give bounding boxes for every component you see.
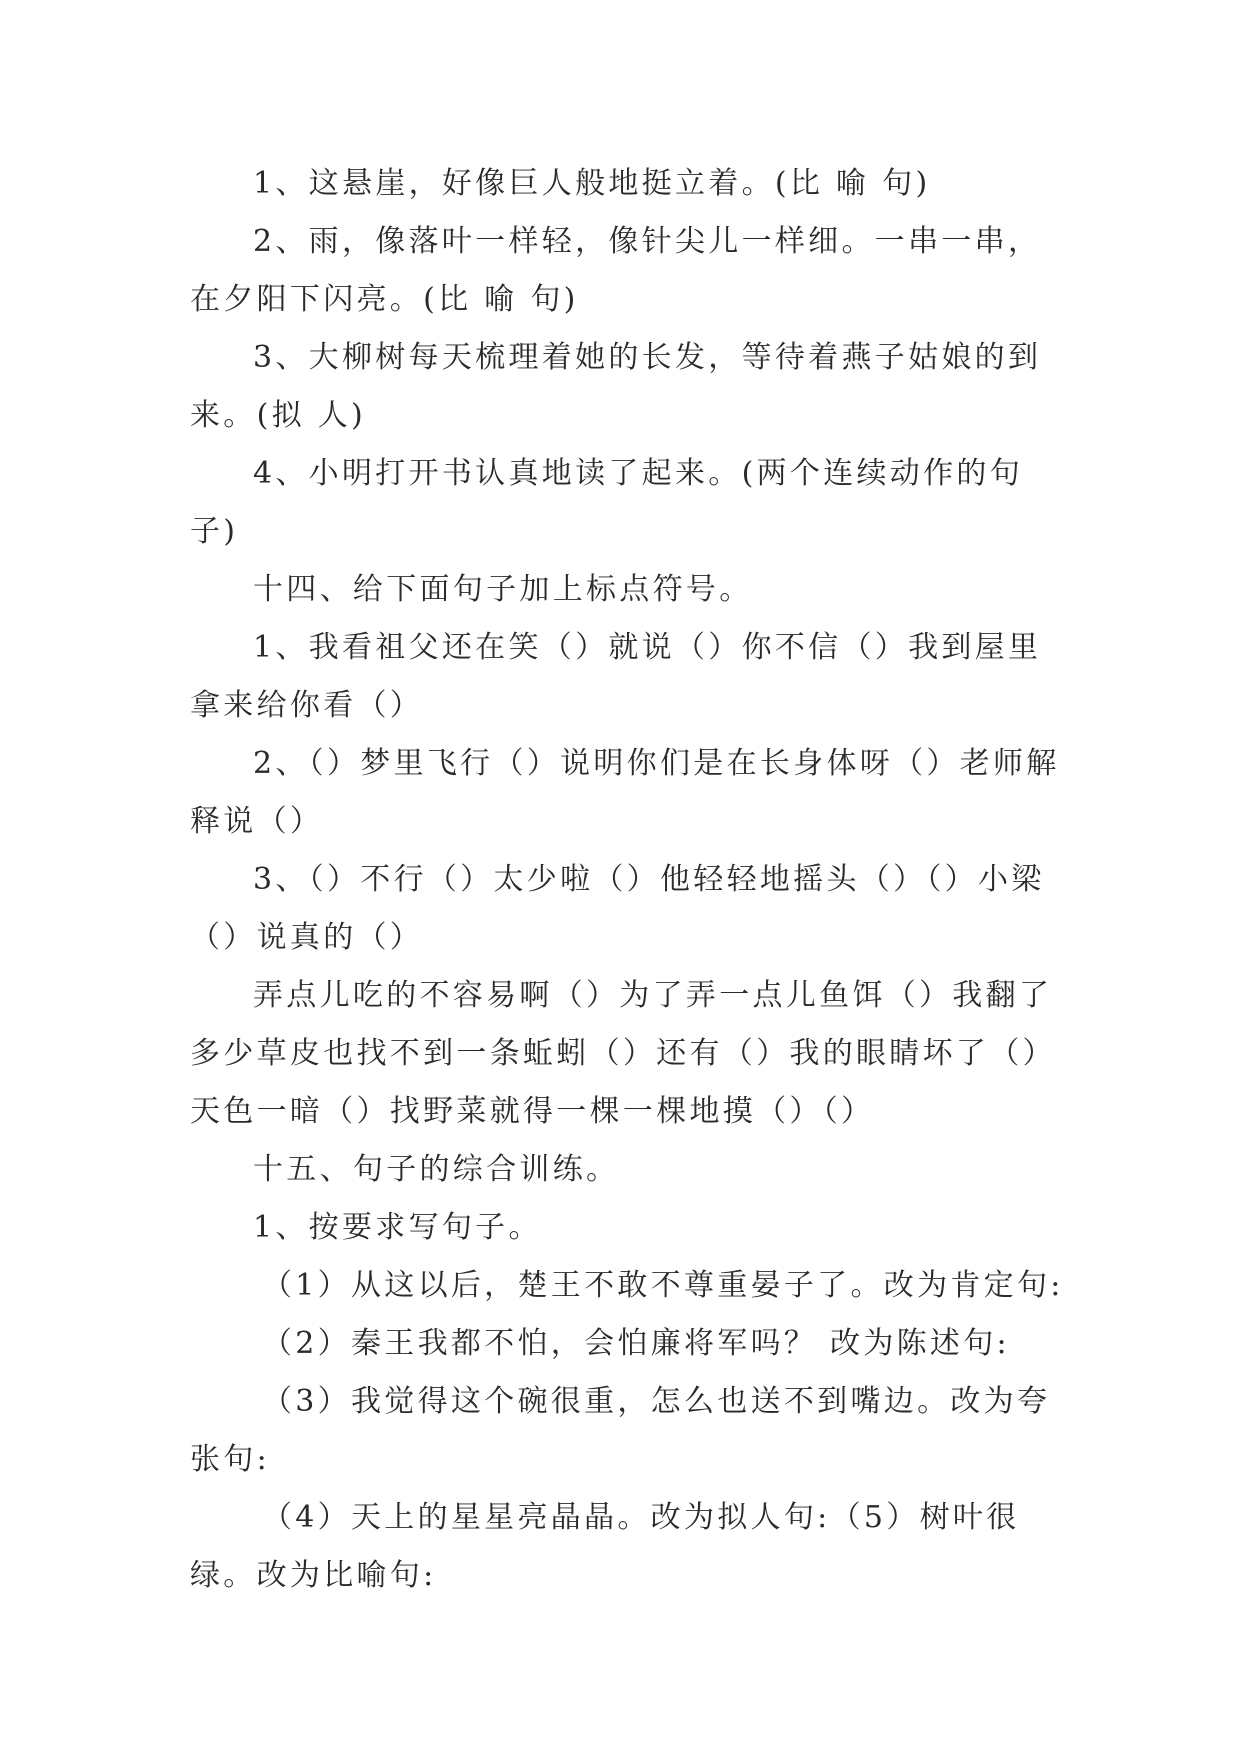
sub-question: （1）从这以后，楚王不敢不尊重晏子了。改为肯定句: (262, 1268, 1064, 1303)
question-paragraph: 2、雨，像落叶一样轻，像针尖儿一样细。一串一串，在夕阳下闪亮。(比 喻 句) (190, 224, 1042, 317)
section-heading: 十五、句子的综合训练。 (253, 1152, 620, 1187)
document-body (190, 155, 1070, 1605)
sub-question: （3）我觉得这个碗很重，怎么也送不到嘴边。改为夸张句: (190, 1384, 1051, 1477)
question-paragraph: 3、大柳树每天梳理着她的长发，等待着燕子姑娘的到来。(拟 人) (190, 340, 1042, 433)
question-paragraph: 4、小明打开书认真地读了起来。(两个连续动作的句子) (190, 456, 1023, 549)
sub-question: （4）天上的星星亮晶晶。改为拟人句:（5）树叶很绿。改为比喻句: (190, 1500, 1020, 1593)
question-paragraph: 1、我看祖父还在笑（）就说（）你不信（）我到屋里拿来给你看（） (190, 630, 1042, 723)
question-paragraph: 2、（）梦里飞行（）说明你们是在长身体呀（）老师解释说（） (190, 746, 1060, 839)
sub-question: （2）秦王我都不怕，会怕廉将军吗？ 改为陈述句: (262, 1326, 1010, 1361)
question-paragraph: 弄点儿吃的不容易啊（）为了弄一点儿鱼饵（）我翻了多少草皮也找不到一条蚯蚓（）还有（）我的眼睛坏了（）天色一暗（）找野菜就得一棵一棵地摸（）（） (190, 978, 1056, 1129)
question-paragraph: 3、（）不行（）太少啦（）他轻轻地摇头（）（）小梁（）说真的（） (190, 862, 1045, 955)
section-heading: 十四、给下面句子加上标点符号。 (253, 572, 753, 607)
question-paragraph: 1、这悬崖，好像巨人般地挺立着。(比 喻 句) (253, 166, 931, 201)
question-paragraph: 1、按要求写句子。 (253, 1210, 542, 1245)
